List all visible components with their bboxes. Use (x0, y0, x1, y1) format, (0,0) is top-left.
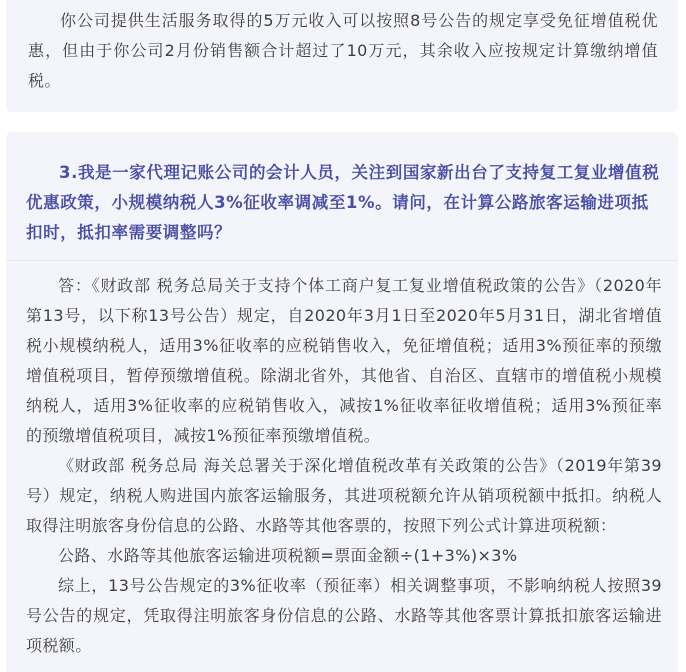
divider (6, 260, 678, 261)
question-text: 3.我是一家代理记账公司的会计人员，关注到国家新出台了支持复工复业增值税优惠政策，小规模纳税人3%征收率调减至1%。请问，在计算公路旅客运输进项抵扣时，抵扣率需要调整吗？ (26, 163, 660, 242)
qa-card (6, 132, 678, 672)
answer-paragraph-2: 《财政部 税务总局 海关总署关于深化增值税改革有关政策的公告》（2019年第39号）规定，纳税人购进国内旅客运输服务，其进项税额允许从销项税额中抵扣。纳税人取得注明旅客身份信息的公路、水路等其他客票的，按照下列公式计算进项税额： (26, 456, 662, 535)
formula-paragraph: 公路、水路等其他旅客运输进项税额=票面金额÷(1+3%)×3% (58, 546, 518, 565)
previous-answer-card (6, 0, 678, 112)
answer-paragraph-1: 答：《财政部 税务总局关于支持个体工商户复工复业增值税政策的公告》（2020年第13号，以下称13号公告）规定，自2020年3月1日至2020年5月31日，湖北省增值税小规模纳税人，适用3%征收率的应税销售收入，免征增值税；适用3%预征率的预缴增值税项目，暂停预缴增值税。除湖北省外，其他省、自治区、直辖市的增值税小规模纳税人，适用3%征收率的应税销售收入，减按1%征收率征收增值税；适用3%预征率的预缴增值税项目，减按1%预征率预缴增值税。 (26, 276, 662, 445)
previous-answer-paragraph: 你公司提供生活服务取得的5万元收入可以按照8号公告的规定享受免征增值税优惠，但由于你公司2月份销售额合计超过了10万元，其余收入应按规定计算缴纳增值税。 (28, 11, 658, 90)
answer-block (26, 271, 662, 661)
conclusion-paragraph: 综上，13号公告规定的3%征收率（预征率）相关调整事项，不影响纳税人按照39号公告的规定，凭取得注明旅客身份信息的公路、水路等其他客票计算抵扣旅客运输进项税额。 (26, 576, 662, 655)
